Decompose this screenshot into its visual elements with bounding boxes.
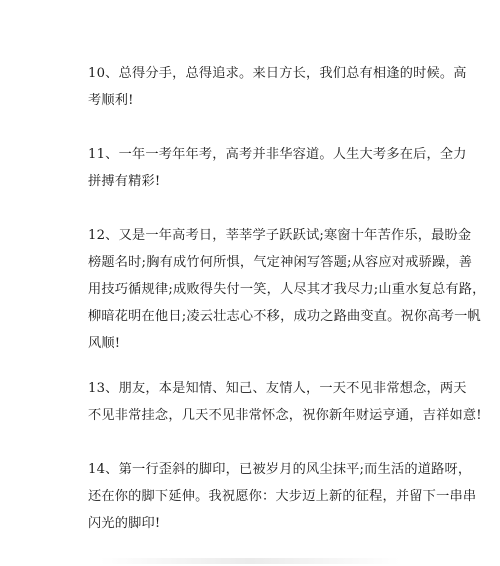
faded-bottom-text bbox=[100, 558, 400, 564]
paragraph-line: 10、总得分手，总得追求。来日方长，我们总有相逢的时候。高 bbox=[88, 66, 467, 81]
paragraph-line: 12、又是一年高考日，莘莘学子跃跃试;寒窗十年苦作乐，最盼金 bbox=[88, 228, 472, 243]
paragraph-line: 风顺! bbox=[88, 336, 121, 351]
paragraph-line: 考顺利! bbox=[88, 93, 134, 108]
paragraph-line: 拼搏有精彩! bbox=[88, 174, 161, 189]
paragraph-line: 14、第一行歪斜的脚印，已被岁月的风尘抹平;而生活的道路呀， bbox=[88, 462, 472, 477]
paragraph-14 bbox=[88, 456, 477, 537]
paragraph-line: 柳暗花明在他日;凌云壮志心不移，成功之路曲变直。祝你高考一帆 bbox=[88, 309, 481, 324]
paragraph-13 bbox=[88, 375, 482, 429]
paragraph-12 bbox=[88, 222, 486, 357]
paragraph-line: 闪光的脚印! bbox=[88, 516, 161, 531]
paragraph-line: 不见非常挂念，几天不见非常怀念，祝你新年财运亨通，吉祥如意! bbox=[88, 408, 482, 423]
paragraph-line: 榜题名时;胸有成竹何所惧，气定神闲写答题;从容应对戒骄躁，善 bbox=[88, 255, 473, 270]
paragraph-line: 还在你的脚下延伸。我祝愿你：大步迈上新的征程，并留下一串串 bbox=[88, 489, 477, 504]
paragraph-line: 11、一年一考年年考，高考并非华容道。人生大考多在后，全力 bbox=[88, 147, 467, 162]
paragraph-line: 用技巧循规律;成败得失付一笑，人尽其才我尽力;山重水复总有路， bbox=[88, 282, 486, 297]
paragraph-11 bbox=[88, 141, 467, 195]
paragraph-10 bbox=[88, 60, 467, 114]
paragraph-line: 13、朋友，本是知情、知己、友情人，一天不见非常想念，两天 bbox=[88, 381, 467, 396]
